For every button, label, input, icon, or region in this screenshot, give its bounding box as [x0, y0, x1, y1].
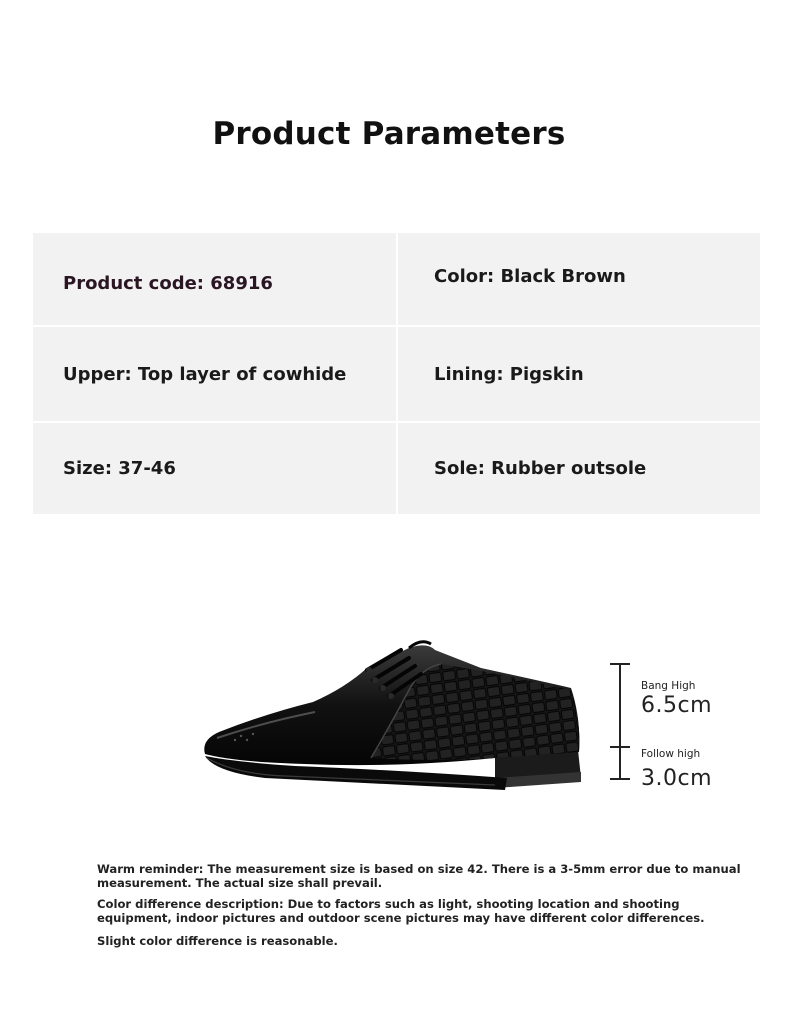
param-upper-text: Upper: Top layer of cowhide: [63, 363, 347, 385]
page-title: Product Parameters: [212, 116, 566, 152]
param-upper: [33, 327, 396, 421]
parameters-table: [33, 233, 760, 514]
follow-high-value: 3.0cm: [641, 766, 713, 791]
param-color: [398, 233, 760, 325]
shoe-image: [195, 628, 587, 804]
param-color-text: Color: Black Brown: [434, 265, 626, 287]
height-measurement: [600, 660, 780, 800]
measure-tick-top: [610, 663, 630, 665]
warm-reminder-note: Warm reminder: The measurement size is based on size 42. There is a 3-5mm error due to manual measurement. The actual size shall prevail.: [97, 862, 741, 890]
param-lining-text: Lining: Pigskin: [434, 363, 584, 385]
measure-line: [619, 663, 621, 780]
color-difference-note: Color difference description: Due to factors such as light, shooting location and shooting equipment, indoor pictures and outdoor scene pictures may have different color differences.: [97, 897, 705, 925]
measure-tick-bottom: [610, 778, 630, 780]
param-sole-text: Sole: Rubber outsole: [434, 458, 647, 479]
param-size: [33, 423, 396, 514]
bang-high-value: 6.5cm: [641, 693, 713, 718]
param-product-code-text: Product code: 68916: [63, 272, 273, 294]
param-sole: [398, 423, 760, 514]
notes-section: [97, 862, 757, 948]
slight-difference-note: Slight color difference is reasonable.: [97, 934, 338, 948]
param-lining: [398, 327, 760, 421]
measure-tick-middle: [610, 746, 630, 748]
param-product-code: [33, 233, 396, 325]
follow-high-label: Follow high: [641, 748, 701, 760]
bang-high-label: Bang High: [641, 680, 696, 692]
param-size-text: Size: 37-46: [63, 458, 176, 479]
